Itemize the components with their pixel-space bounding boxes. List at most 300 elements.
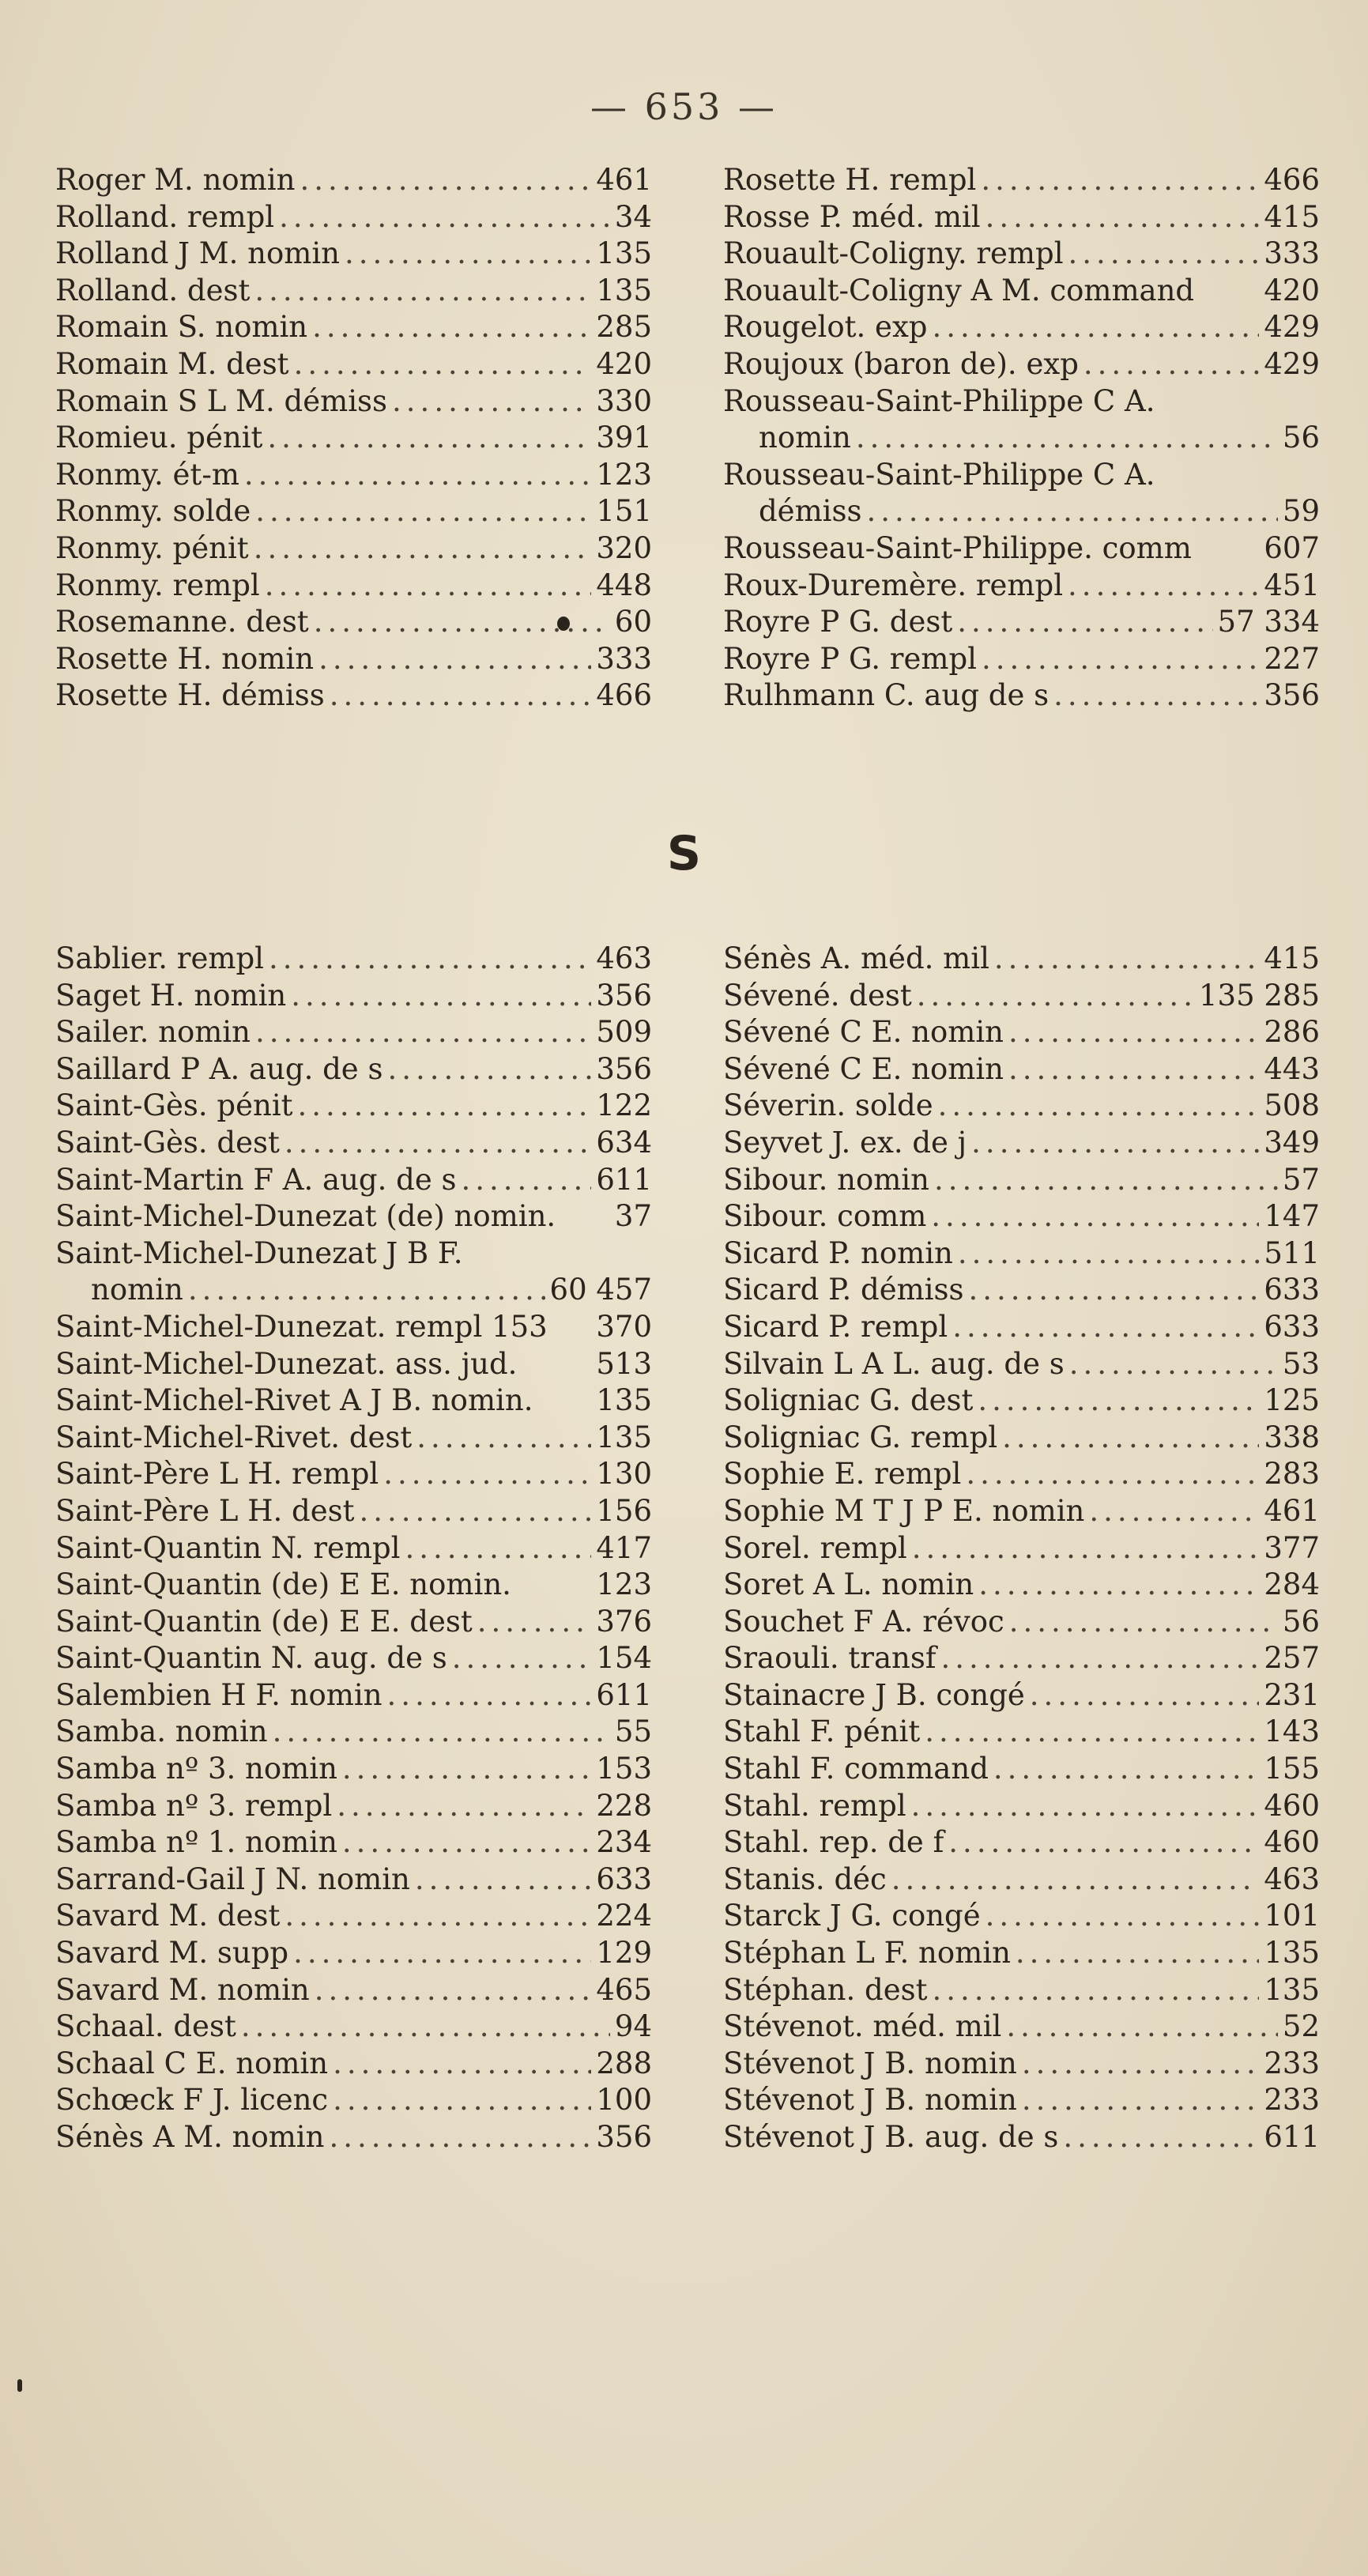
entry-name: Soligniac G. rempl (723, 1420, 998, 1454)
page-ref: 147 (1264, 1199, 1320, 1234)
page-ref: 129 (596, 1936, 652, 1971)
dot-leader (244, 457, 591, 494)
page-ref: 56 (1282, 421, 1320, 455)
ink-blot (557, 617, 570, 631)
dot-leader (1009, 1604, 1278, 1641)
index-entry (55, 641, 652, 678)
page-ref: 633 (1264, 1273, 1320, 1307)
column-left (55, 162, 652, 715)
index-entry (723, 1751, 1320, 1788)
page-ref: 231 (1264, 1677, 1320, 1712)
dot-leader (993, 1751, 1260, 1788)
page-ref: 94 (614, 2009, 652, 2044)
page-ref: 338 (1264, 1420, 1320, 1454)
entry-name: Stahl. rep. de f (723, 1825, 944, 1860)
page-ref: 60 457 (549, 1273, 652, 1307)
page-ref: 607 (1264, 530, 1320, 565)
index-entry (723, 1198, 1320, 1235)
index-entry (55, 383, 652, 421)
page-ref: 451 (1264, 568, 1320, 602)
page-ref: 130 (596, 1457, 652, 1492)
entry-name: Rosette H. rempl (723, 163, 977, 197)
page-ref: 122 (596, 1088, 652, 1123)
dot-leader (188, 1272, 545, 1309)
entry-name: Saint-Martin F A. aug. de s (55, 1162, 457, 1197)
page-ref: 420 (1264, 273, 1320, 307)
entry-name: démiss (759, 494, 862, 529)
index-entry (55, 1530, 652, 1567)
index-entry (723, 1125, 1320, 1162)
entry-name: Rouault-Coligny. rempl (723, 236, 1064, 271)
index-entry (723, 2008, 1320, 2046)
index-entry (55, 1604, 652, 1641)
entry-name: Saint-Quantin N. rempl (55, 1530, 401, 1565)
entry-name: Schœck F J. licenc (55, 2083, 329, 2118)
page-ref: 333 (1264, 236, 1320, 271)
page-ref: 429 (1264, 310, 1320, 345)
index-entry (55, 1677, 652, 1714)
page-ref: 53 (1282, 1346, 1320, 1381)
index-entry (723, 1677, 1320, 1714)
dot-leader (957, 604, 1212, 641)
page-ref: 135 (1264, 1936, 1320, 1971)
index-entry (55, 1382, 652, 1420)
index-entry (723, 1604, 1320, 1641)
index-entry (55, 1861, 652, 1899)
dot-leader (285, 1898, 591, 1935)
page-ref: 135 (1264, 1972, 1320, 2007)
index-entry (723, 604, 1320, 641)
index-entry (55, 568, 652, 605)
dot-leader (265, 568, 592, 605)
page-ref: 37 (614, 1199, 652, 1234)
entry-name: Rolland. dest (55, 273, 251, 307)
index-block-r (55, 162, 1320, 715)
page-ref: 633 (1264, 1309, 1320, 1344)
page-ref: 509 (596, 1015, 652, 1050)
entry-name: Romieu. pénit (55, 421, 263, 455)
index-entry (723, 1235, 1320, 1273)
dot-leader (392, 383, 591, 421)
dot-leader (359, 1493, 591, 1530)
entry-name: Souchet F A. révoc (723, 1604, 1004, 1639)
dot-leader (933, 309, 1260, 346)
page-ref: 285 (596, 310, 652, 345)
entry-name: Samba nº 3. nomin (55, 1752, 337, 1786)
index-entry (723, 1714, 1320, 1751)
entry-name: Stévenot. méd. mil (723, 2009, 1002, 2044)
entry-name: Romain S L M. démiss (55, 383, 388, 418)
dot-leader (337, 1788, 591, 1825)
dot-leader (1008, 1014, 1259, 1051)
dot-leader (1002, 1420, 1259, 1457)
index-entry (723, 1162, 1320, 1199)
index-entry (55, 1493, 652, 1530)
page-ref: 376 (596, 1604, 652, 1639)
page-ref: 156 (596, 1493, 652, 1528)
entry-name: Ronmy. pénit (55, 530, 249, 565)
index-entry (55, 309, 652, 346)
page-ref: 34 (614, 199, 652, 234)
entry-name: Saint-Quantin (de) E E. nomin. (55, 1567, 511, 1602)
dot-leader (285, 1125, 592, 1162)
index-entry (55, 1272, 652, 1309)
index-entry (55, 457, 652, 494)
entry-name: Sévené. dest (723, 978, 912, 1013)
page-ref: 59 (1282, 494, 1320, 529)
index-entry (723, 383, 1320, 421)
page-ref: 460 (1264, 1825, 1320, 1860)
index-entry (55, 978, 652, 1015)
entry-name: Stévenot J B. nomin (723, 2046, 1017, 2080)
dot-leader (294, 346, 592, 383)
index-entry (723, 1014, 1320, 1051)
entry-name: Savard M. nomin (55, 1972, 310, 2007)
dot-leader (958, 1235, 1260, 1273)
index-entry (55, 1346, 652, 1383)
page-ref: 227 (1264, 641, 1320, 676)
dot-leader (312, 309, 591, 346)
index-entry (55, 2119, 652, 2156)
dot-leader (1006, 2008, 1278, 2046)
index-entry (55, 1420, 652, 1457)
page-ref: 224 (596, 1899, 652, 1933)
index-block-s (55, 941, 1320, 2156)
entry-name: Savard M. supp (55, 1936, 289, 1971)
dot-leader (269, 941, 591, 978)
index-entry (55, 1162, 652, 1199)
page-ref: 460 (1264, 1788, 1320, 1823)
entry-name: Samba nº 1. nomin (55, 1825, 337, 1860)
entry-name: Rousseau-Saint-Philippe C A. (723, 383, 1155, 418)
dot-leader (856, 420, 1278, 457)
page-ref: 57 (1282, 1162, 1320, 1197)
index-entry (723, 1346, 1320, 1383)
index-entry (55, 346, 652, 383)
entry-name: Ronmy. ét-m (55, 457, 239, 492)
index-entry (55, 1935, 652, 1972)
index-entry (723, 641, 1320, 678)
index-entry (723, 1272, 1320, 1309)
entry-name: Saint-Quantin (de) E E. dest (55, 1604, 473, 1639)
entry-name: Ronmy. rempl (55, 568, 260, 602)
index-entry (723, 1309, 1320, 1346)
index-entry (55, 1014, 652, 1051)
index-entry (723, 1972, 1320, 2009)
entry-name: Sophie M T J P E. nomin (723, 1493, 1085, 1528)
entry-name: Rougelot. exp (723, 310, 928, 345)
entry-name: Rousseau-Saint-Philippe C A. (723, 457, 1155, 492)
page-ref: 448 (596, 568, 652, 602)
dot-leader (254, 530, 592, 568)
page-ref: 233 (1264, 2083, 1320, 2118)
entry-name: Rolland J M. nomin (55, 236, 340, 271)
page-ref: 611 (596, 1162, 652, 1197)
entry-name: Rosette H. nomin (55, 641, 315, 676)
index-entry (55, 162, 652, 199)
page-ref: 330 (596, 383, 652, 418)
entry-name: Ronmy. solde (55, 494, 251, 529)
dot-leader (318, 641, 591, 678)
index-entry (723, 1493, 1320, 1530)
page-ref: 286 (1264, 1015, 1320, 1050)
page-ref: 611 (1264, 2120, 1320, 2154)
entry-name: Saint-Quantin N. aug. de s (55, 1641, 447, 1676)
dot-leader (267, 420, 591, 457)
index-entry (723, 1567, 1320, 1604)
index-entry (55, 1898, 652, 1935)
dot-leader (932, 1972, 1259, 2009)
page-ref: 60 (614, 605, 652, 639)
index-entry (723, 1898, 1320, 1935)
page-ref: 123 (596, 1567, 652, 1602)
index-entry (55, 1824, 652, 1861)
dot-leader (966, 1456, 1259, 1493)
page-ref: 284 (1264, 1567, 1320, 1602)
entry-name: Saget H. nomin (55, 978, 287, 1013)
page-ref: 415 (1264, 941, 1320, 975)
page-ref: 155 (1264, 1752, 1320, 1786)
dot-leader (971, 1125, 1259, 1162)
page-ref: 611 (596, 1677, 652, 1712)
entry-name: Royre P G. dest (723, 605, 953, 639)
entry-name: Sibour. comm (723, 1199, 927, 1234)
dot-leader (461, 1162, 591, 1199)
dot-leader (330, 677, 592, 715)
page-ref: 151 (596, 494, 652, 529)
entry-name: Roger M. nomin (55, 163, 296, 197)
page-ref: 633 (596, 1861, 652, 1896)
entry-name: Stainacre J B. congé (723, 1677, 1025, 1712)
dot-leader (291, 978, 591, 1015)
index-entry (55, 677, 652, 715)
entry-name: Saillard P A. aug. de s (55, 1051, 383, 1086)
index-entry (723, 493, 1320, 530)
entry-name: Sailer. nomin (55, 1015, 251, 1050)
index-entry (55, 2046, 652, 2083)
dot-leader (994, 941, 1259, 978)
page-ref: 135 (596, 273, 652, 307)
index-entry (723, 162, 1320, 199)
entry-name: Rousseau-Saint-Philippe. comm (723, 530, 1192, 565)
dot-leader (293, 1935, 591, 1972)
entry-name: Saint-Père L H. rempl (55, 1457, 379, 1492)
index-entry (55, 1972, 652, 2009)
entry-name: Roux-Duremère. rempl (723, 568, 1064, 602)
index-entry (55, 1088, 652, 1125)
page-ref: 135 (596, 236, 652, 271)
dot-leader (985, 199, 1260, 236)
index-entry (723, 2082, 1320, 2119)
index-entry (55, 199, 652, 236)
entry-name: Saint-Gès. dest (55, 1125, 280, 1160)
page-ref: 377 (1264, 1530, 1320, 1565)
page-ref: 143 (1264, 1714, 1320, 1749)
entry-name: Starck J G. congé (723, 1899, 981, 1933)
entry-name: Soret A L. nomin (723, 1567, 974, 1602)
dot-leader (342, 1751, 591, 1788)
page-ref: 234 (596, 1825, 652, 1860)
entry-name: Schaal C E. nomin (55, 2046, 329, 2080)
index-entry (55, 1456, 652, 1493)
entry-name: Stahl. rempl (723, 1788, 906, 1823)
dot-leader (416, 1420, 591, 1457)
index-entry (723, 346, 1320, 383)
page-ref: 356 (596, 2120, 652, 2154)
page-ref: 135 (596, 1383, 652, 1418)
entry-name: Saint-Michel-Dunezat J B F. (55, 1235, 463, 1270)
dot-leader (978, 1567, 1259, 1604)
page-ref: 57 334 (1217, 605, 1320, 639)
dot-leader (333, 2082, 591, 2119)
dot-leader (1068, 568, 1259, 605)
dot-leader (405, 1530, 592, 1567)
dot-leader (1083, 346, 1259, 383)
entry-name: Sénès A M. nomin (55, 2120, 325, 2154)
dot-leader (1068, 236, 1260, 273)
dot-leader (279, 199, 610, 236)
dot-leader (1030, 1677, 1260, 1714)
dot-leader (925, 1714, 1259, 1751)
entry-name: Rulhmann C. aug de s (723, 678, 1050, 713)
entry-name: Sarrand-Gail J N. nomin (55, 1861, 410, 1896)
index-entry (723, 420, 1320, 457)
page-ref: 125 (1264, 1383, 1320, 1418)
entry-name: Saint-Michel-Dunezat. ass. jud. (55, 1346, 518, 1381)
index-entry (723, 677, 1320, 715)
index-entry (723, 199, 1320, 236)
index-entry (723, 1861, 1320, 1899)
dot-leader (415, 1861, 591, 1899)
page-ref: 56 (1282, 1604, 1320, 1639)
index-entry (723, 1788, 1320, 1825)
page-ref: 417 (596, 1530, 652, 1565)
dot-leader (1008, 1051, 1259, 1088)
page-ref: 511 (1264, 1235, 1320, 1270)
index-entry (723, 2119, 1320, 2156)
index-entry (55, 1567, 652, 1604)
page-ref: 508 (1264, 1088, 1320, 1123)
index-entry (723, 457, 1320, 494)
entry-name: Sibour. nomin (723, 1162, 929, 1197)
dot-leader (1022, 2046, 1260, 2083)
page-ref: 283 (1264, 1457, 1320, 1492)
index-entry (723, 1382, 1320, 1420)
index-entry (55, 493, 652, 530)
entry-name: Rouault-Coligny A M. command (723, 273, 1195, 307)
entry-name: Sénès A. méd. mil (723, 941, 989, 975)
entry-name: Sévené C E. nomin (723, 1051, 1004, 1086)
entry-name: Stahl F. pénit (723, 1714, 921, 1749)
page-ref: 288 (596, 2046, 652, 2080)
dot-leader (315, 1972, 592, 2009)
page-ref: 153 (596, 1752, 652, 1786)
dot-leader (477, 1604, 592, 1641)
page-ref: 461 (1264, 1493, 1320, 1528)
index-entry (55, 1125, 652, 1162)
entry-name: Stahl F. command (723, 1752, 989, 1786)
index-entry (55, 941, 652, 978)
entry-name: Romain S. nomin (55, 310, 308, 345)
entry-name: Saint-Gès. pénit (55, 1088, 293, 1123)
entry-name: Saint-Michel-Dunezat. rempl 153 (55, 1309, 548, 1344)
ink-mark (17, 2379, 22, 2392)
index-entry (723, 1088, 1320, 1125)
dot-leader (329, 2119, 591, 2156)
entry-name: Sicard P. démiss (723, 1273, 964, 1307)
dot-leader (866, 493, 1277, 530)
page-ref: 443 (1264, 1051, 1320, 1086)
entry-name: Stéphan. dest (723, 1972, 928, 2007)
entry-name: Rosemanne. dest (55, 605, 309, 639)
index-entry (55, 1788, 652, 1825)
page-ref: 349 (1264, 1125, 1320, 1160)
entry-name: Stévenot J B. nomin (723, 2083, 1017, 2118)
page-ref: 228 (596, 1788, 652, 1823)
page-ref: 356 (596, 978, 652, 1013)
dot-leader (254, 273, 591, 310)
index-entry (723, 273, 1320, 310)
dot-leader (982, 641, 1259, 678)
index-entry (55, 1051, 652, 1088)
dot-leader (387, 1051, 591, 1088)
page-ref: 333 (596, 641, 652, 676)
index-entry (723, 1051, 1320, 1088)
dot-leader (255, 493, 591, 530)
index-entry (55, 530, 652, 568)
entry-name: Savard M. dest (55, 1899, 281, 1933)
dot-leader (941, 1640, 1260, 1677)
dot-leader (300, 162, 591, 199)
entry-name: Sévené C E. nomin (723, 1015, 1004, 1050)
entry-name: Rolland. rempl (55, 199, 275, 234)
dot-leader (387, 1677, 592, 1714)
page-ref: 466 (1264, 163, 1320, 197)
entry-name: Saint-Père L H. dest (55, 1493, 355, 1528)
entry-name: Saint-Michel-Rivet A J B. nomin. (55, 1383, 533, 1418)
dot-leader (298, 1088, 592, 1125)
index-entry (723, 309, 1320, 346)
index-entry (55, 273, 652, 310)
index-entry (723, 2046, 1320, 2083)
dot-leader (1089, 1493, 1259, 1530)
dot-leader (985, 1898, 1260, 1935)
index-entry (55, 1235, 652, 1273)
index-entry (723, 568, 1320, 605)
page-ref: 420 (596, 346, 652, 381)
section-letter: S (666, 826, 702, 881)
index-entry (723, 1530, 1320, 1567)
column-right (723, 941, 1320, 2156)
page-ref: 463 (1264, 1861, 1320, 1896)
page-ref: 154 (596, 1641, 652, 1676)
index-entry (55, 1714, 652, 1751)
entry-name: Soligniac G. dest (723, 1383, 974, 1418)
dot-leader (1016, 1935, 1259, 1972)
entry-name: nomin (759, 421, 851, 455)
page-ref: 55 (614, 1714, 652, 1749)
entry-name: Seyvet J. ex. de j (723, 1125, 967, 1160)
entry-name: Romain M. dest (55, 346, 289, 381)
entry-name: Sablier. rempl (55, 941, 264, 975)
entry-name: Salembien H F. nomin (55, 1677, 383, 1712)
page-ref: 466 (596, 678, 652, 713)
index-entry (723, 530, 1320, 568)
index-entry (55, 1309, 652, 1346)
page-ref: 634 (596, 1125, 652, 1160)
page-ref: 52 (1282, 2009, 1320, 2044)
dot-leader (978, 1382, 1259, 1420)
